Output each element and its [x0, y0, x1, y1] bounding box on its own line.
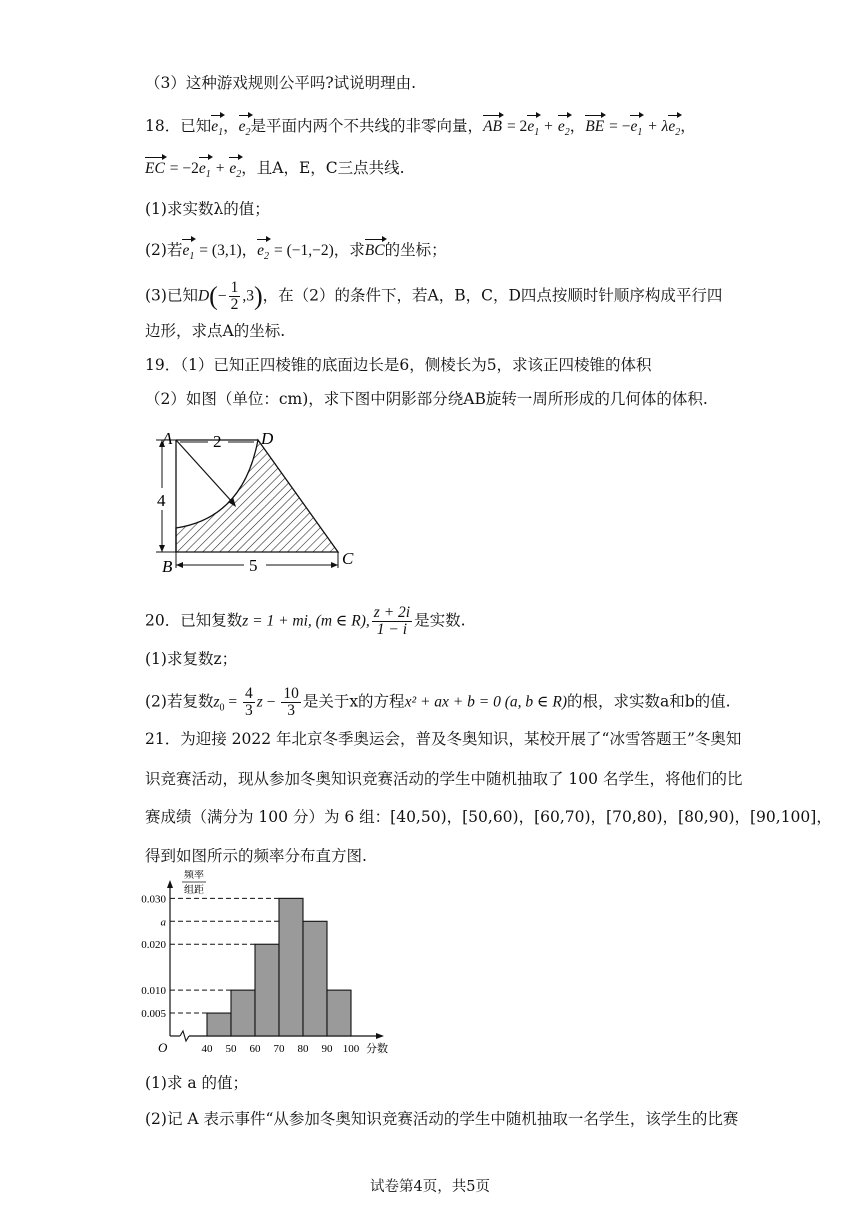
q17-part3: （3）这种游戏规则公平吗?试说明理由.: [145, 74, 417, 92]
fraction-4-3: $\frac{4}{3}$: [245, 685, 253, 719]
q18-part1: (1)求实数λ的值；: [145, 200, 270, 218]
q19-part1: 19．（1）已知正四棱锥的底面边长是6，侧棱长为5，求该正四棱锥的体积: [145, 356, 652, 374]
be-vector: BE: [585, 114, 604, 138]
ab-eq: = 2: [506, 118, 528, 135]
page-footer: 试卷第4页，共5页: [370, 1179, 490, 1195]
label-c: C: [342, 549, 354, 568]
label-b: B: [162, 557, 173, 576]
q19-part2: （2）如图（单位：cm)，求下图中阴影部分绕AB旋转一周所形成的几何体的体积.: [145, 390, 708, 408]
z-fraction: $\frac{z + 2i}{1 - i}$: [373, 604, 411, 638]
y-tick-label: a: [160, 916, 166, 929]
histogram-bar: [303, 921, 327, 1036]
histogram-bar: [255, 944, 279, 1036]
y-tick-label: 0.005: [141, 1008, 166, 1021]
dim-5-label: 5: [249, 556, 258, 575]
q18-p2-b: 的坐标；: [384, 241, 447, 259]
q20-p2-c: 的根，求实数a和b的值.: [567, 692, 731, 711]
x-tick-label: 50: [225, 1043, 237, 1055]
e2-vector: $e_2$: [668, 114, 680, 144]
y-axis-arrow: [167, 880, 173, 888]
y-tick-label: 0.010: [141, 985, 166, 998]
y-axis-label-top: 频率: [184, 870, 204, 881]
e2-vector: $e_2$: [558, 114, 570, 144]
q18-p3-a: (3)已知: [145, 286, 198, 305]
ec-eq: = −2: [169, 160, 199, 177]
q18-p3-b: ，在（2）的条件下，若A，B，C，D四点按顺时针顺序构成平行四: [262, 286, 723, 305]
q18-number: 18．: [145, 117, 181, 135]
histogram-bar: [207, 1013, 231, 1036]
dim-arrow-right: [331, 562, 338, 568]
x-axis-label: 分数: [366, 1043, 388, 1055]
x-tick-label: 70: [273, 1043, 285, 1055]
q21-line2: 识竞赛活动，现从参加冬奥知识竞赛活动的学生中随机抽取了 100 名学生，将他们的比: [145, 770, 743, 788]
point-d-label: D: [197, 287, 210, 305]
radius-arrow: [176, 440, 234, 504]
q20-part2: (2)若复数$z_0$ = $\frac{4}{3}$ z − $\frac{10}{3}$ 是关于x的方程x² + ax + b = 0 (a, b ∈ R)的根，求实数a和b的值.: [145, 685, 731, 719]
q21-line1: 21．为迎接 2022 年北京冬季奥运会，普及冬奥知识，某校开展了“冰雪答题王”冬奥知: [145, 730, 742, 748]
q18-intro-b: 是平面内两个不共线的非零向量，: [250, 117, 484, 135]
e1-vector: $e_1$: [199, 156, 211, 186]
e1-vector: $e_1$: [182, 238, 194, 268]
be-lambda: + λ: [647, 118, 669, 135]
dim-4-label: 4: [157, 491, 166, 510]
q18-ec-line: EC = $-2e_1 + e_2$，且A，E，C三点共线.: [145, 156, 405, 186]
x-tick-label: 60: [249, 1043, 261, 1055]
e1-vector: $e_1$: [630, 114, 642, 144]
x-tick-label: 90: [321, 1043, 333, 1055]
x-tick-label: 40: [201, 1043, 213, 1055]
q18-part2: [145, 238, 447, 268]
e1-vector: $e_1$: [211, 114, 223, 144]
q20-tail: 是实数.: [414, 611, 466, 630]
y-axis-label-bottom: 组距: [184, 885, 204, 896]
q21-part1: (1)求 a 的值；: [145, 1074, 249, 1092]
be-eq: = −: [609, 118, 631, 135]
ec-tail: ，且A，E，C三点共线.: [241, 159, 405, 177]
e2-vector: $e_2$: [239, 114, 251, 144]
x-tick-label: 100: [342, 1043, 360, 1055]
q19-figure: [148, 428, 368, 578]
label-d: D: [261, 429, 274, 448]
y-tick-label: 0.020: [141, 939, 166, 952]
q20-p2-a: (2)若复数: [145, 692, 214, 711]
dim-2-label: 2: [213, 432, 222, 451]
x-tick-label: 80: [297, 1043, 309, 1055]
dim-arrow-down: [159, 545, 165, 552]
shaded-region: [176, 440, 338, 552]
histogram-bar: [279, 898, 303, 1036]
histogram-bar: [327, 990, 351, 1036]
q20-part1: (1)求复数z；: [145, 650, 238, 668]
z-definition: z = 1 + mi, (m ∈ R),: [242, 612, 370, 630]
fraction-10-3: $\frac{10}{3}$: [283, 685, 299, 719]
label-a: A: [162, 429, 173, 448]
x-axis-break: [180, 1031, 189, 1041]
q21-line3: 赛成绩（满分为 100 分）为 6 组：[40,50)，[50,60)，[60,70)，[70,80)，[80,90)，[90,100]，: [145, 808, 832, 826]
frequency-histogram: [140, 870, 400, 1060]
fraction-half: $\frac{1}{2}$: [230, 279, 239, 313]
q20-stem: [145, 605, 466, 638]
origin-label: O: [158, 1040, 168, 1055]
q21-line4: 得到如图所示的频率分布直方图.: [145, 847, 367, 865]
e1-vector: $e_1$: [527, 114, 539, 144]
q18-part3-cont: 边形，求点A的坐标.: [145, 322, 286, 340]
quadratic-equation: x² + ax + b = 0 (a, b ∈ R): [404, 693, 567, 711]
histogram-bar: [231, 990, 255, 1036]
q18-intro: 18．已知$e_1$，$e_2$是平面内两个不共线的非零向量，AB = $2e_1 + e_2$，BE = $-e_1 + \lambda e_2$，: [145, 114, 696, 144]
x-axis-arrow: [376, 1033, 384, 1039]
q18-intro-a: 已知: [180, 117, 212, 135]
e2-coords: = (−1,−2)，求: [273, 242, 365, 259]
bc-vector: BC: [365, 238, 385, 262]
q18-part3: (3)已知D(− $\frac{1}{2}$ ,3)，在（2）的条件下，若A，B，C，D四点按顺时针顺序构成平行四: [145, 279, 723, 313]
e2-vector: $e_2$: [257, 238, 269, 268]
dim-arrow-left: [176, 562, 183, 568]
z0-symbol: z: [213, 693, 220, 711]
e1-coords: = (3,1)，: [199, 242, 258, 259]
q20-number: 20．已知复数: [145, 611, 243, 630]
q20-p2-b: 是关于x的方程: [302, 692, 405, 711]
q21-part2: (2)记 A 表示事件“从参加冬奥知识竞赛活动的学生中随机抽取一名学生，该学生的比赛: [145, 1110, 739, 1128]
ab-vector: AB: [483, 114, 502, 138]
y-tick-label: 0.030: [141, 893, 166, 906]
e2-vector: $e_2$: [229, 156, 241, 186]
ec-vector: EC: [145, 156, 165, 180]
q18-sep: ，: [223, 117, 239, 135]
q18-p2-a: (2)若: [145, 241, 183, 259]
